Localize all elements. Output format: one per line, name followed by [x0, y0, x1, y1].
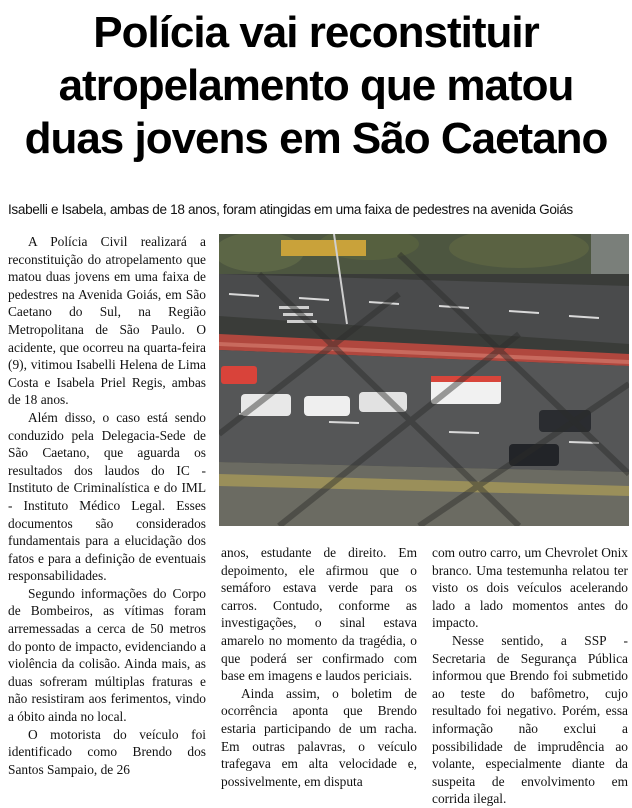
- article-column-1: [8, 233, 206, 778]
- paragraph: Segundo informações do Corpo de Bombeiros, as vítimas foram arremessadas a cerca de 50 metros do ponto de impacto, evidenciando a violência da colisão. Ainda mais, as duas sofreram múltiplas fraturas e não resistiram aos ferimentos, vindo a óbito ainda no local.: [8, 585, 206, 725]
- article-column-2: [221, 544, 417, 790]
- headline: [0, 6, 632, 165]
- paragraph: com outro carro, um Chevrolet Onix branco. Uma testemunha relatou ter visto os dois veículos acelerando lado a lado momentos antes do impacto.: [432, 545, 628, 631]
- headline-line-2: atropelamento que matou: [58, 61, 574, 110]
- paragraph: Nesse sentido, a SSP - Secretaria de Segurança Pública informou que Brendo foi submetido ao teste do bafômetro, cujo resultado foi negativo. Porém, essa informação não exclui a possibilidade de imprudência ao volante, especialmente diante da suspeita de envolvimento em corrida ilegal.: [432, 632, 628, 807]
- paragraph: A Polícia Civil realizará a reconstituição do atropelamento que matou duas jovens em uma faixa de pedestres na Avenida Goiás, em São Caetano do Sul, na Região Metropolitana de São Paulo. O acidente, que ocorreu na quarta-feira (9), vitimou Isabelli Helena de Lima Costa e Isabela Priel Regis, ambas de 18 anos.: [8, 234, 206, 408]
- headline-line-3: duas jovens em São Caetano: [24, 114, 608, 163]
- paragraph: Ainda assim, o boletim de ocorrência aponta que Brendo estaria participando de um racha. Em outras palavras, o veículo trafegava em alta velocidade e, possivelmente, em disputa: [221, 685, 417, 789]
- article-column-3: [432, 544, 628, 808]
- paragraph: Além disso, o caso está sendo conduzido pela Delegacia-Sede de São Caetano, que aguarda os resultados dos laudos do IC - Instituto de Criminalística e do IML - Instituto Médico Legal. Esses documentos são considerados fundamentais para a elucidação dos fatos e para a definição de eventuais responsabilidades.: [8, 409, 206, 584]
- subheadline: Isabelli e Isabela, ambas de 18 anos, foram atingidas em uma faixa de pedestres na avenida Goiás: [8, 202, 573, 217]
- paragraph: anos, estudante de direito. Em depoimento, ele afirmou que o semáforo estava verde para os carros. Contudo, conforme as investigações, o sinal estava amarelo no momento da tragédia, o que poderá ser confirmado com base em imagens e laudos periciais.: [221, 545, 417, 684]
- accident-scene-photo: [219, 234, 629, 526]
- headline-line-1: Polícia vai reconstituir: [93, 8, 539, 57]
- paragraph: O motorista do veículo foi identificado como Brendo dos Santos Sampaio, de 26: [8, 726, 206, 777]
